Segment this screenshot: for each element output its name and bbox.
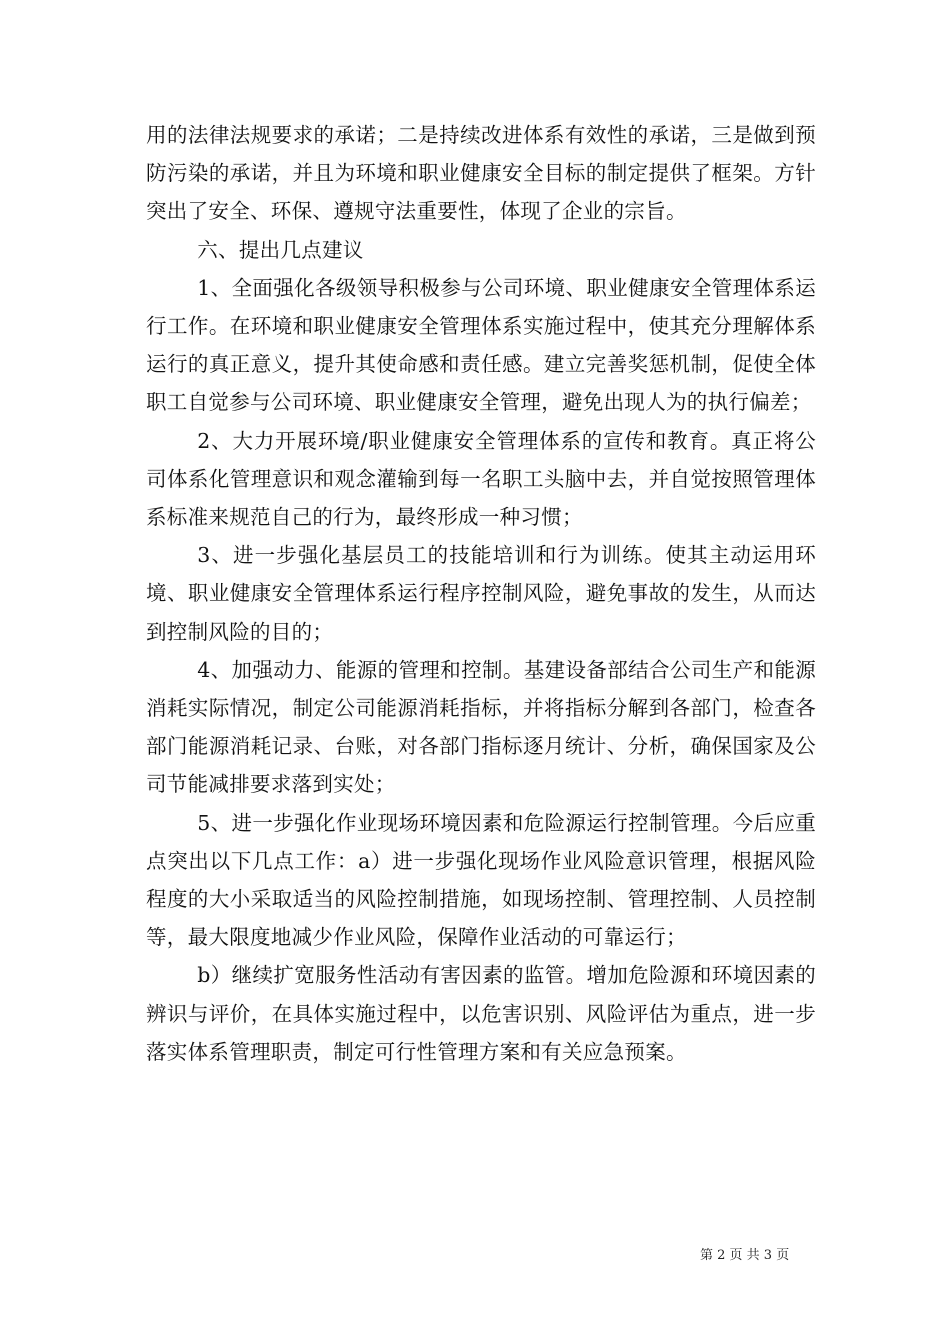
suggestion-2: 2、大力开展环境/职业健康安全管理体系的宣传和教育。真正将公司体系化管理意识和观念灌输到每一名职工头脑中去，并自觉按照管理体系标准来规范自己的行为，最终形成一种习惯； bbox=[146, 428, 816, 530]
suggestion-5: 5、进一步强化作业现场环境因素和危险源运行控制管理。今后应重点突出以下几点工作：a）进一步强化现场作业风险意识管理，根据风险程度的大小采取适当的风险控制措施，如现场控制、管理控制、人员控制等，最大限度地减少作业风险，保障作业活动的可靠运行； bbox=[146, 810, 816, 950]
suggestion-1: 1、全面强化各级领导积极参与公司环境、职业健康安全管理体系运行工作。在环境和职业健康安全管理体系实施过程中，使其充分理解体系运行的真正意义，提升其使命感和责任感。建立完善奖惩机制，促使全体职工自觉参与公司环境、职业健康安全管理，避免出现人为的执行偏差； bbox=[146, 275, 816, 415]
suggestion-3: 3、进一步强化基层员工的技能培训和行为训练。使其主动运用环境、职业健康安全管理体系运行程序控制风险，避免事故的发生，从而达到控制风险的目的； bbox=[146, 543, 816, 644]
suggestion-4: 4、加强动力、能源的管理和控制。基建设备部结合公司生产和能源消耗实际情况，制定公司能源消耗指标，并将指标分解到各部门，检查各部门能源消耗记录、台账，对各部门指标逐月统计、分析，确保国家及公司节能减排要求落到实处； bbox=[146, 657, 816, 797]
paragraph-continuation: 用的法律法规要求的承诺；二是持续改进体系有效性的承诺，三是做到预防污染的承诺，并且为环境和职业健康安全目标的制定提供了框架。方针突出了安全、环保、遵规守法重要性，体现了企业的宗旨。 bbox=[146, 123, 816, 224]
suggestion-5b: b）继续扩宽服务性活动有害因素的监管。增加危险源和环境因素的辨识与评价，在具体实施过程中，以危害识别、风险评估为重点，进一步落实体系管理职责，制定可行性管理方案和有关应急预案。 bbox=[146, 963, 816, 1064]
document-body bbox=[146, 116, 816, 1071]
page-number: 第 2 页 共 3 页 bbox=[700, 1248, 790, 1263]
section-heading: 六、提出几点建议 bbox=[197, 237, 364, 262]
